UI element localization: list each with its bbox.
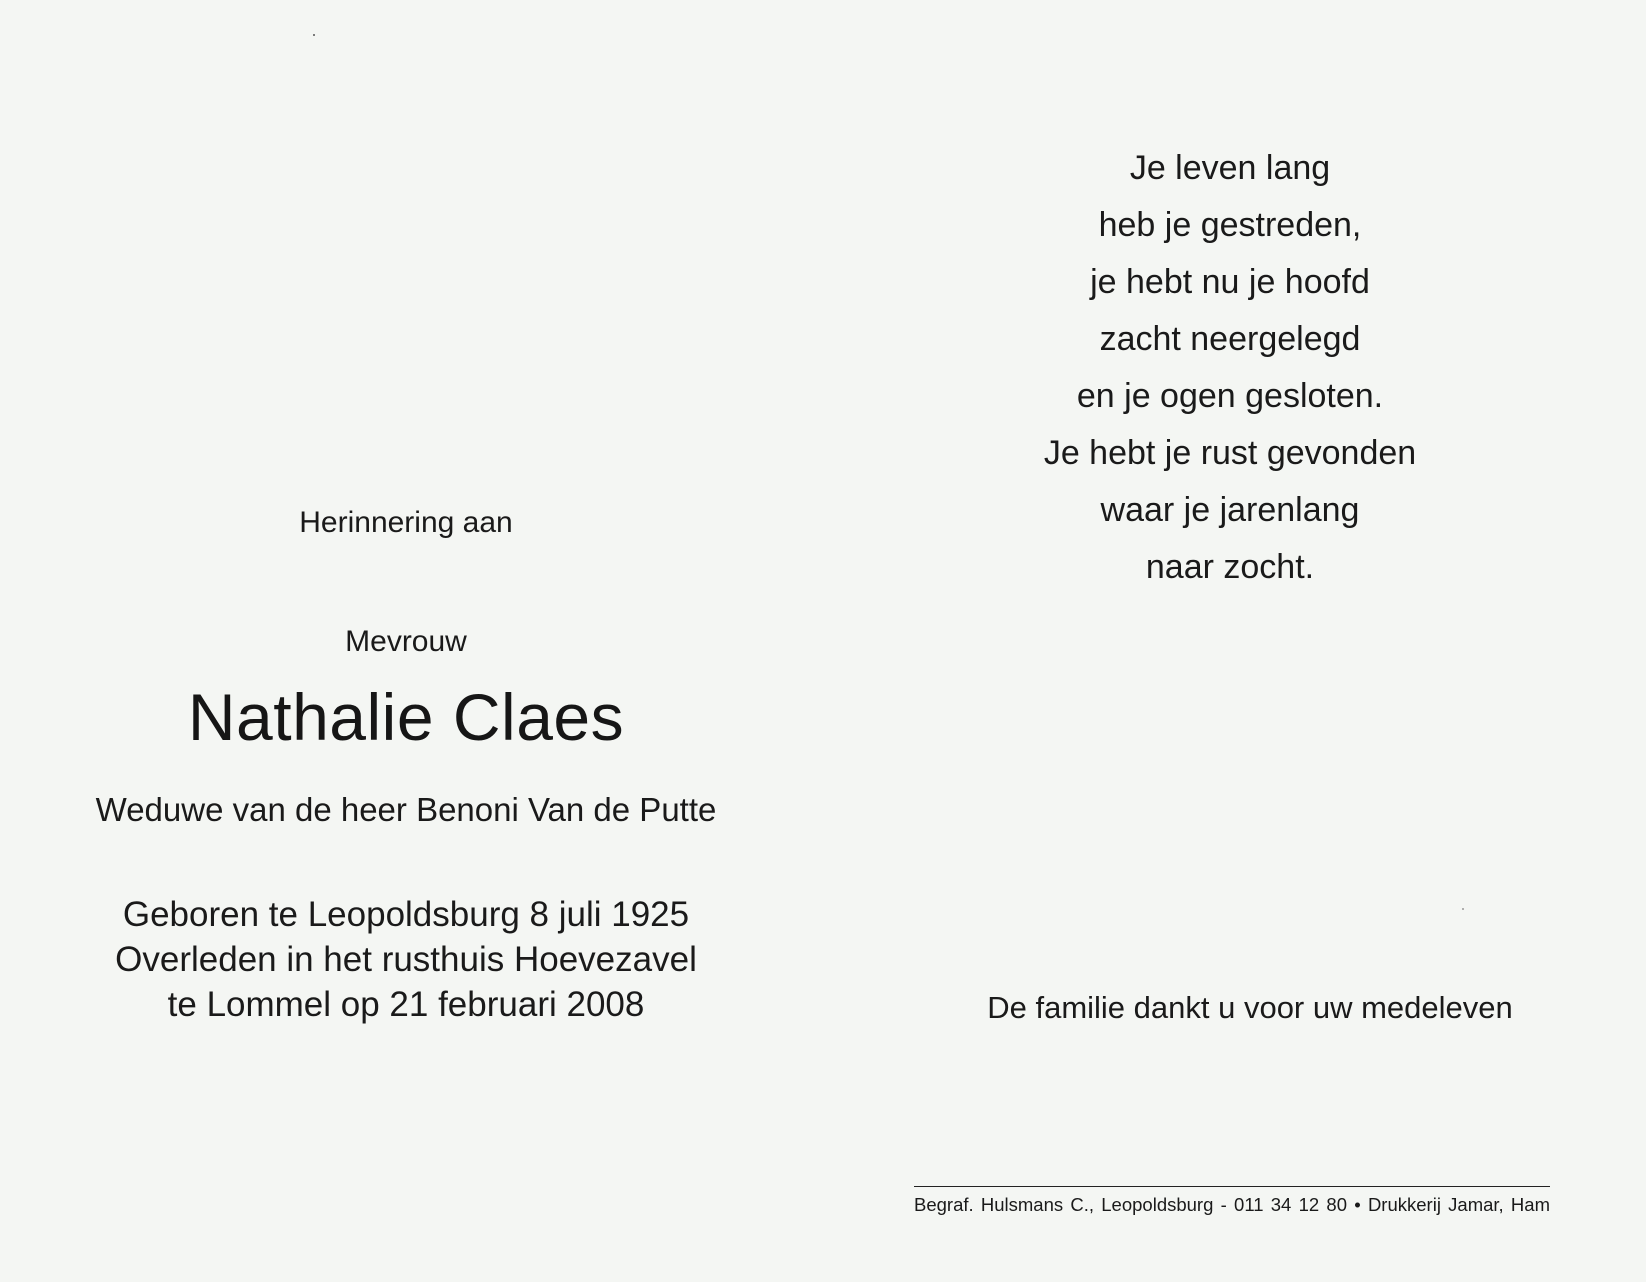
birth-line: Geboren te Leopoldsburg 8 juli 1925 (122, 895, 690, 934)
poem (900, 140, 1560, 596)
life-dates (30, 892, 782, 1027)
memorial-right-panel (900, 0, 1600, 1282)
printer-credits: Begraf. Hulsmans C., Leopoldsburg - 011 34 12 80 • Drukkerij Jamar, Ham (914, 1194, 1550, 1215)
poem-line: en je ogen gesloten. (1076, 377, 1384, 415)
family-thanks: De familie dankt u voor uw medeleven (987, 990, 1513, 1025)
spouse-line: Weduwe van de heer Benoni Van de Putte (95, 791, 717, 828)
poem-line: je hebt nu je hoofd (1090, 263, 1370, 301)
footer-divider (914, 1186, 1550, 1187)
deceased-name: Nathalie Claes (187, 680, 625, 754)
poem-line: heb je gestreden, (1098, 206, 1362, 244)
honorific: Mevrouw (345, 625, 467, 658)
poem-line: waar je jarenlang (1100, 491, 1360, 529)
death-date-line: te Lommel op 21 februari 2008 (167, 985, 645, 1024)
poem-line: Je leven lang (1129, 149, 1331, 187)
poem-line: naar zocht. (1145, 548, 1315, 586)
poem-line: zacht neergelegd (1099, 320, 1361, 358)
death-place-line: Overleden in het rusthuis Hoevezavel (115, 940, 697, 979)
memorial-left-panel (30, 0, 782, 1282)
poem-line: Je hebt je rust gevonden (1043, 434, 1417, 472)
remembrance-heading: Herinnering aan (299, 506, 513, 539)
